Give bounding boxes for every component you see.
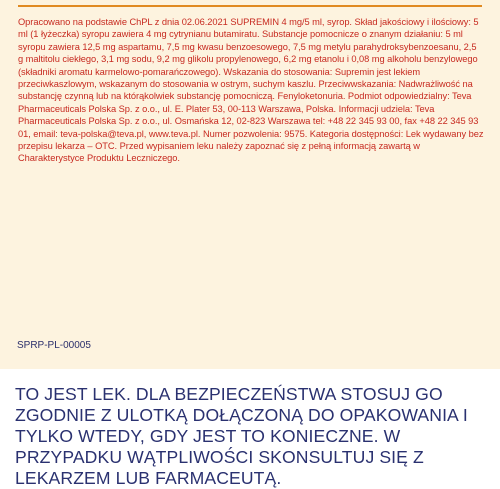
medicine-warning: TO JEST LEK. DLA BEZPIECZEŃSTWA STOSUJ GO ZGODNIE Z ULOTKĄ DOŁĄCZONĄ DO OPAKOWANIA I TYLKO WTEDY, GDY JEST TO KONIECZNE. W PRZYPADKU WĄTPLIWOŚCI SKONSULTUJ SIĘ Z LEKARZEM LUB FARMACEUTĄ. bbox=[15, 384, 468, 488]
reference-code: SPRP-PL-00005 bbox=[17, 340, 91, 351]
legal-information-text: Opracowano na podstawie ChPL z dnia 02.06.2021 SUPREMIN 4 mg/5 ml, syrop. Skład jakościowy i ilościowy: 5 ml (1 łyżeczka) syropu zawiera 4 mg cytrynianu butamiratu. Substancje pomocnicze o znanym działaniu: 5 ml syropu zawiera 12,5 mg aspartamu, 7,5 mg kwasu benzoesowego, 7,5 mg metylu parahydroksybenzoesanu, 2,5 g maltitolu ciekłego, 3,1 mg sodu, 9,2 mg glikolu propylenowego, 6,2 mg etanolu i 0,08 mg alkoholu benzylowego (składniki aromatu karmelowo-pomarańczowego). Wskazania do stosowania: Supremin jest lekiem przeciwkaszlowym, wskazanym do stosowania w ostrym, suchym kaszlu. Przeciwwskazania: Nadwrażliwość na substancję czynną lub na którąkolwiek substancję pomocniczą. Fenyloketonuria. Podmiot odpowiedzialny: Teva Pharmaceuticals Polska Sp. z o.o., ul. E. Plater 53, 00-113 Warszawa, Polska. Informacji udziela: Teva Pharmaceuticals Polska Sp. z o.o., ul. Osmańska 12, 02-823 Warszawa tel: +48 22 345 93 00, fax +48 22 345 93 01, email: teva-polska@teva.pl, www.teva.pl. Numer pozwolenia: 9575. Kategoria dostępności: Lek wydawany bez przepisu lekarza – OTC. Przed wypisaniem leku należy zapoznać się z pełną informacją zawartą w Charakterystyce Produktu Leczniczego. bbox=[18, 17, 484, 164]
top-divider bbox=[18, 5, 482, 7]
